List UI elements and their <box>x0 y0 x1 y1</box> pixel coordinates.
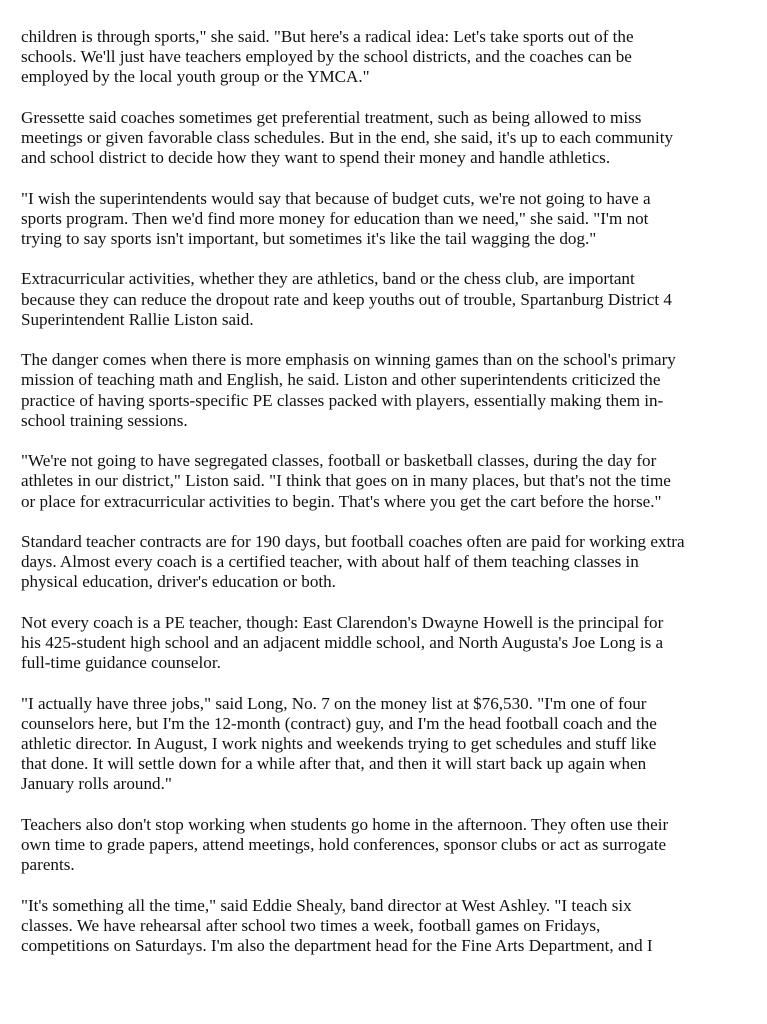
text-line: that done. It will settle down for a while after that, and then it will start back up again when <box>21 754 647 774</box>
text-line: athletes in our district," Liston said. "I think that goes on in many places, but that's not the time <box>21 471 671 491</box>
text-line: because they can reduce the dropout rate and keep youths out of trouble, Spartanburg District 4 <box>21 289 672 309</box>
paragraph <box>21 350 751 431</box>
text-line: sports program. Then we'd find more money for education than we need," she said. "I'm not <box>21 208 649 228</box>
paragraph <box>21 108 751 169</box>
paragraph <box>21 189 751 250</box>
paragraph <box>21 896 751 957</box>
text-line: and school district to decide how they want to spend their money and handle athletics. <box>21 148 611 168</box>
text-line: school training sessions. <box>21 410 188 430</box>
text-line: parents. <box>21 855 75 875</box>
text-line: mission of teaching math and English, he said. Liston and other superintendents criticized the <box>21 370 661 390</box>
text-line: full-time guidance counselor. <box>21 653 221 673</box>
text-line: Not every coach is a PE teacher, though: East Clarendon's Dwayne Howell is the principal for <box>21 612 664 632</box>
text-line: Standard teacher contracts are for 190 days, but football coaches often are paid for working extra <box>21 531 685 551</box>
paragraph <box>21 269 751 330</box>
text-line: January rolls around." <box>21 774 172 794</box>
text-line: Extracurricular activities, whether they are athletics, band or the chess club, are important <box>21 269 635 289</box>
text-line: "We're not going to have segregated classes, football or basketball classes, during the day for <box>21 451 657 471</box>
text-line: competitions on Saturdays. I'm also the department head for the Fine Arts Department, and I <box>21 935 653 955</box>
text-line: classes. We have rehearsal after school two times a week, football games on Fridays, <box>21 915 601 935</box>
text-line: own time to grade papers, attend meetings, hold conferences, sponsor clubs or act as surrogate <box>21 834 667 854</box>
text-line: athletic director. In August, I work nights and weekends trying to get schedules and stuff like <box>21 733 657 753</box>
text-line: The danger comes when there is more emphasis on winning games than on the school's primary <box>21 350 676 370</box>
text-line: or place for extracurricular activities to begin. That's where you get the cart before the horse." <box>21 491 662 511</box>
text-line: "I wish the superintendents would say that because of budget cuts, we're not going to have a <box>21 188 651 208</box>
paragraph <box>21 613 751 674</box>
text-line: "It's something all the time," said Eddie Shealy, band director at West Ashley. "I teach six <box>21 895 632 915</box>
text-line: counselors here, but I'm the 12-month (contract) guy, and I'm the head football coach and the <box>21 713 657 733</box>
article-body <box>21 27 751 976</box>
text-line: Teachers also don't stop working when students go home in the afternoon. They often use their <box>21 814 669 834</box>
text-line: meetings or given favorable class schedules. But in the end, she said, it's up to each community <box>21 128 674 147</box>
text-line: physical education, driver's education or both. <box>21 572 336 592</box>
text-line: schools. We'll just have teachers employed by the school districts, and the coaches can be <box>21 47 632 67</box>
paragraph <box>21 815 751 876</box>
text-line: Gressette said coaches sometimes get preferential treatment, such as being allowed to miss <box>21 107 642 127</box>
text-line: his 425-student high school and an adjacent middle school, and North Augusta's Joe Long is a <box>21 632 664 652</box>
text-line: employed by the local youth group or the YMCA." <box>21 67 370 87</box>
paragraph <box>21 451 751 512</box>
text-line: children is through sports," she said. "But here's a radical idea: Let's take sports out of the <box>21 27 634 46</box>
paragraph <box>21 694 751 795</box>
text-line: "I actually have three jobs," said Long, No. 7 on the money list at $76,530. "I'm one of four <box>21 693 647 713</box>
text-line: days. Almost every coach is a certified teacher, with about half of them teaching classes in <box>21 552 639 572</box>
paragraph <box>21 532 751 593</box>
text-line: Superintendent Rallie Liston said. <box>21 309 254 329</box>
text-line: practice of having sports-specific PE classes packed with players, essentially making them in- <box>21 390 664 410</box>
paragraph <box>21 27 751 88</box>
text-line: trying to say sports isn't important, but sometimes it's like the tail wagging the dog." <box>21 229 597 248</box>
